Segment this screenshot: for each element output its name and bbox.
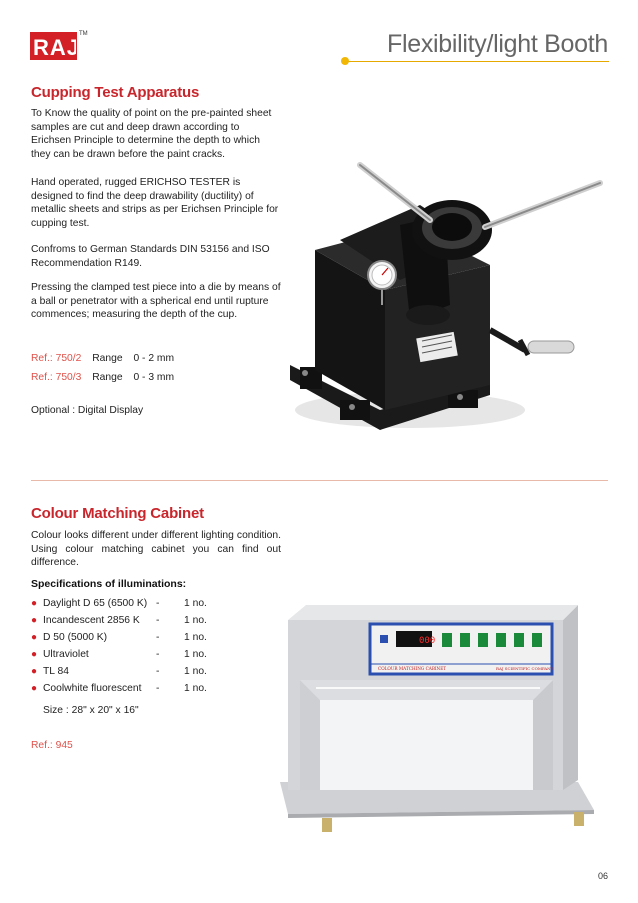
ref-code: Ref.: 945 <box>31 740 73 751</box>
list-item <box>31 649 251 666</box>
spec-qty: 1 no. <box>184 598 207 609</box>
spec-dash: - <box>156 632 160 643</box>
spec-qty: 1 no. <box>184 649 207 660</box>
cabinet-label-left: COLOUR MATCHING CABINET <box>378 666 447 671</box>
ref-code: Ref.: 750/3 <box>31 372 82 383</box>
bullet-icon: ● <box>31 615 38 626</box>
bullet-icon: ● <box>31 632 38 643</box>
section-divider <box>31 480 608 481</box>
range-value: 0 - 3 mm <box>133 372 175 383</box>
bullet-icon: ● <box>31 649 38 660</box>
bullet-icon: ● <box>31 683 38 694</box>
spec-name: TL 84 <box>43 666 69 677</box>
colour-title: Colour Matching Cabinet <box>31 505 204 522</box>
spec-qty: 1 no. <box>184 666 207 677</box>
cupping-para-3: Confroms to German Standards DIN 53156 and ISO Recommendation R149. <box>31 244 270 269</box>
brand-logo <box>31 33 81 60</box>
spec-dash: - <box>156 598 160 609</box>
list-item <box>31 632 251 649</box>
colour-para: Colour looks different under different lighting condition. Using colour matching cabinet you can find out difference. <box>31 530 281 569</box>
svg-text:000: 000 <box>419 636 436 646</box>
header-rule <box>345 61 609 62</box>
list-item <box>31 598 251 615</box>
range-label: Range <box>92 372 123 383</box>
spec-qty: 1 no. <box>184 683 207 694</box>
cupping-title: Cupping Test Apparatus <box>31 84 200 101</box>
spec-dash: - <box>156 615 160 626</box>
cupping-para-1: To Know the quality of point on the pre-painted sheet samples are cut and deep drawn according to Erichsen Principle to determine the depth to which they can be drawn before the paint cracks. <box>31 108 272 160</box>
optional-note: Optional : Digital Display <box>31 405 144 416</box>
list-item <box>31 683 251 700</box>
spec-name: D 50 (5000 K) <box>43 632 108 643</box>
cupping-apparatus-image <box>280 155 610 450</box>
ref-line <box>31 353 174 364</box>
ref-line <box>31 372 174 383</box>
range-label: Range <box>92 353 123 364</box>
logo-text: RAJ <box>33 35 81 60</box>
cupping-para-4: Pressing the clamped test piece into a die by means of a ball or penetrator with a spherical end until rupture commences; measuring the depth of the cup. <box>31 282 281 321</box>
page-title: Flexibility/light Booth <box>387 30 608 58</box>
trademark: TM <box>79 31 88 37</box>
bullet-icon: ● <box>31 598 38 609</box>
spec-name: Daylight D 65 (6500 K) <box>43 598 148 609</box>
cupping-para-2: Hand operated, rugged ERICHSO TESTER is designed to find the deep drawability (ductility) of metallic sheets and strips as per Erichsen Principle for cupping test. <box>31 177 279 229</box>
spec-list <box>31 598 251 700</box>
list-item <box>31 666 251 683</box>
spec-heading: Specifications of illuminations: <box>31 578 187 590</box>
spec-dash: - <box>156 683 160 694</box>
header-dot <box>341 57 349 65</box>
bullet-icon: ● <box>31 666 38 677</box>
page-number: 06 <box>597 871 608 881</box>
ref-code: Ref.: 750/2 <box>31 353 82 364</box>
cabinet-label-right: RAJ SCIENTIFIC COMPANY <box>496 666 554 671</box>
list-item <box>31 615 251 632</box>
spec-name: Ultraviolet <box>43 649 89 660</box>
spec-dash: - <box>156 649 160 660</box>
range-value: 0 - 2 mm <box>133 353 175 364</box>
spec-name: Incandescent 2856 K <box>43 615 140 626</box>
spec-qty: 1 no. <box>184 632 207 643</box>
spec-qty: 1 no. <box>184 615 207 626</box>
spec-dash: - <box>156 666 160 677</box>
size-spec: Size : 28" x 20" x 16" <box>43 705 139 716</box>
spec-name: Coolwhite fluorescent <box>43 683 142 694</box>
colour-cabinet-image <box>278 600 598 855</box>
